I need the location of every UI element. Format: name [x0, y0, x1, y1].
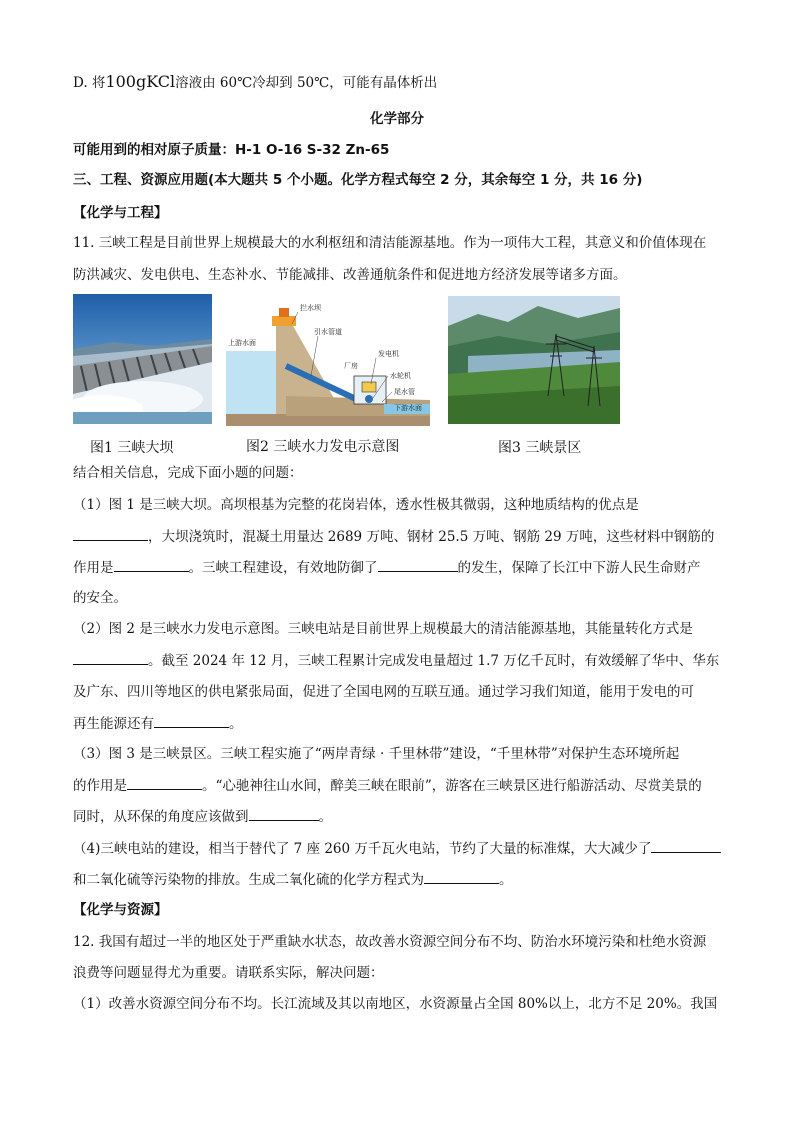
answer-blank[interactable] — [651, 838, 721, 853]
fig1-dam-photo — [73, 294, 212, 424]
q12-line1: 12. 我国有超过一半的地区处于严重缺水状态，故改善水资源空间分布不均、防治水环境污染和杜绝水资源 — [73, 934, 707, 950]
q1-line1: （1）图 1 是三峡大坝。高坝根基为完整的花岗岩体，透水性极其微弱，这种地质结构的优点是 — [73, 497, 639, 513]
atomic-mass-line: 可能用到的相对原子质量：H-1 O-16 S-32 Zn-65 — [73, 142, 390, 158]
q3-line2-a: 的作用是 — [73, 778, 127, 794]
answer-blank[interactable] — [154, 713, 229, 728]
fig2-label-upstream: 上游水面 — [228, 339, 256, 347]
q2-line4-b: 。 — [229, 716, 243, 732]
answer-blank[interactable] — [73, 650, 148, 665]
q3-line3 — [73, 806, 332, 827]
answer-blank[interactable] — [424, 869, 499, 884]
fig1-caption: 图1 三峡大坝 — [90, 440, 174, 456]
q2-line4 — [73, 713, 243, 734]
chem-engineering-header: 【化学与工程】 — [73, 205, 168, 221]
q1-line3-c: 的发生，保障了长江中下游人民生命财产 — [457, 560, 701, 576]
q3-line1: （3）图 3 是三峡景区。三峡工程实施了“两岸青绿 · 千里林带”建设，“千里林带”对保护生态环境所起 — [73, 746, 680, 762]
option-d-prefix: D. 将 — [73, 75, 106, 91]
fig3-scenic-photo — [448, 296, 620, 424]
q3-line3-b: 。 — [318, 809, 332, 825]
q3-line2 — [73, 775, 702, 796]
fig2-label-generator: 发电机 — [378, 350, 399, 358]
answer-blank[interactable] — [249, 806, 319, 821]
q4-line2-a: 和二氧化硫等污染物的排放。生成二氧化硫的化学方程式为 — [73, 872, 424, 888]
q3-line2-b: 。“心驰神往山水间，醉美三峡在眼前”，游客在三峡景区进行船游活动、尽赏美景的 — [202, 778, 702, 794]
q1-line4: 的安全。 — [73, 590, 127, 606]
fig2-hydropower-diagram — [226, 296, 430, 426]
fig2-label-dam: 拦水坝 — [300, 304, 321, 312]
fig2-label-turbine: 水轮机 — [390, 372, 411, 380]
fig2-label-tailpipe: 尾水管 — [394, 388, 415, 396]
questions-intro: 结合相关信息，完成下面小题的问题： — [73, 465, 303, 481]
part3-heading: 三、工程、资源应用题(本大题共 5 个小题。化学方程式每空 2 分，其余每空 1 分，共 16 分) — [73, 172, 643, 188]
option-d-suffix: 溶液由 60℃冷却到 50℃，可能有晶体析出 — [175, 75, 438, 91]
q12-line3: （1）改善水资源空间分布不均。长江流域及其以南地区，水资源量占全国 80%以上，北方不足 20%。我国 — [73, 996, 718, 1012]
q4-line1 — [73, 838, 721, 859]
option-d-formula: 100gKCl — [105, 72, 176, 91]
q2-line1: （2）图 2 是三峡水力发电示意图。三峡电站是目前世界上规模最大的清洁能源基地，其能量转化方式是 — [73, 621, 693, 637]
fig3-caption: 图3 三峡景区 — [498, 440, 582, 456]
q4-line2-b: 。 — [499, 872, 513, 888]
q3-line3-a: 同时，从环保的角度应该做到 — [73, 809, 249, 825]
q1-line2 — [73, 526, 714, 547]
answer-blank[interactable] — [114, 557, 189, 572]
q2-line2-text: 。截至 2024 年 12 月，三峡工程累计完成发电量超过 1.7 万亿千瓦时，有效缓解了华中、华东 — [148, 653, 720, 669]
fig2-label-downstream: 下游水面 — [394, 404, 422, 412]
q2-line2 — [73, 650, 719, 671]
q2-line3: 及广东、四川等地区的供电紧张局面，促进了全国电网的互联互通。通过学习我们知道，能用于发电的可 — [73, 684, 694, 700]
answer-blank[interactable] — [127, 775, 202, 790]
chem-resources-header: 【化学与资源】 — [73, 902, 168, 918]
q4-line1-text: （4)三峡电站的建设，相当于替代了 7 座 260 万千瓦火电站，节约了大量的标准煤，大大减少了 — [73, 841, 652, 857]
fig2-label-house: 厂房 — [344, 362, 358, 370]
section-title: 化学部分 — [370, 111, 424, 127]
q1-line2-text: ，大坝浇筑时，混凝土用量达 2689 万吨、钢材 25.5 万吨、钢筋 29 万吨，这些材料中钢筋的 — [148, 529, 715, 545]
q12-line2: 浪费等问题显得尤为重要。请联系实际，解决问题： — [73, 965, 384, 981]
q11-line1: 11. 三峡工程是目前世界上规模最大的水利枢纽和清洁能源基地。作为一项伟大工程，其意义和价值体现在 — [73, 235, 707, 251]
q1-line3 — [73, 557, 701, 578]
answer-blank[interactable] — [73, 526, 148, 541]
q2-line4-a: 再生能源还有 — [73, 716, 154, 732]
q11-line2: 防洪减灾、发电供电、生态补水、节能减排、改善通航条件和促进地方经济发展等诸多方面。 — [73, 267, 627, 283]
q1-line3-b: 。三峡工程建设，有效地防御了 — [188, 560, 378, 576]
fig2-caption: 图2 三峡水力发电示意图 — [246, 439, 400, 455]
q4-line2 — [73, 869, 513, 890]
option-d — [73, 72, 437, 93]
fig2-label-pipe: 引水管道 — [314, 328, 342, 336]
answer-blank[interactable] — [378, 557, 458, 572]
q1-line3-a: 作用是 — [73, 560, 114, 576]
